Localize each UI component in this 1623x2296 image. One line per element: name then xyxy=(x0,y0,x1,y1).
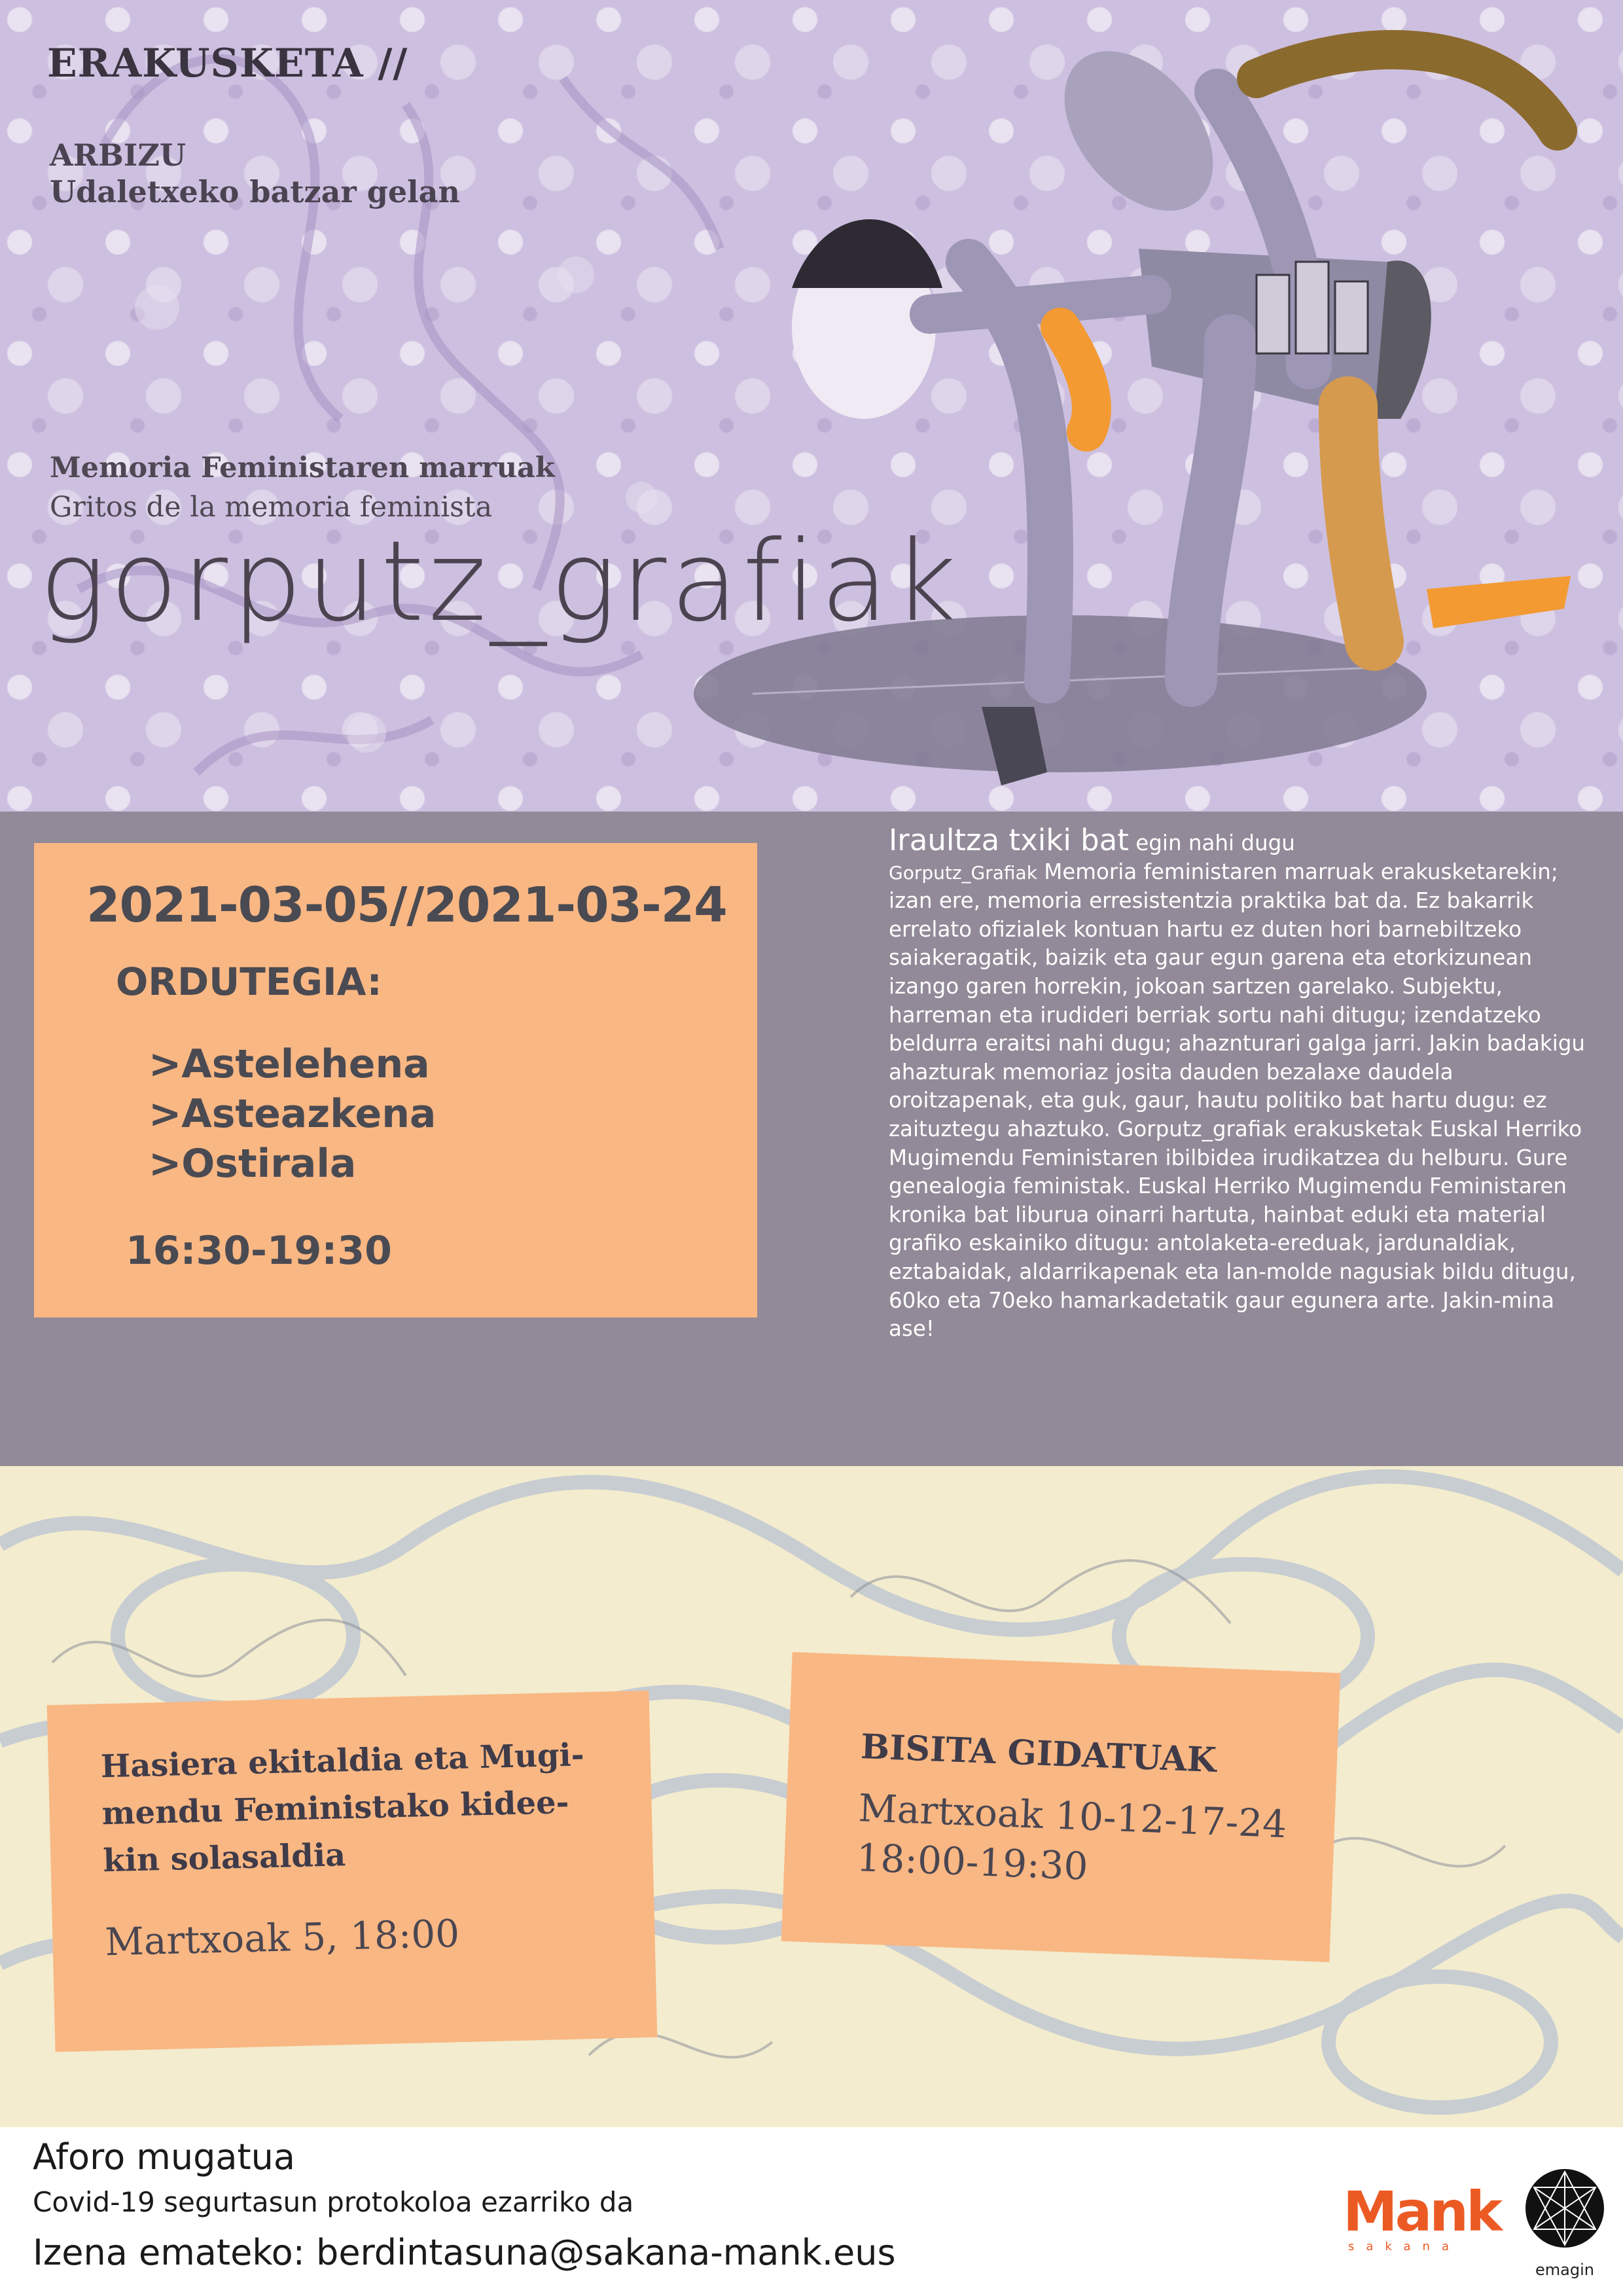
emagin-logo xyxy=(1522,2164,1607,2288)
description-lead-rest: egin nahi dugu xyxy=(1135,831,1295,855)
mank-logo xyxy=(1343,2179,1500,2253)
mank-logo-subtitle: sakana xyxy=(1348,2240,1461,2253)
opening-hours: 16:30-19:30 xyxy=(126,1228,392,1274)
day-item: >Astelehena xyxy=(149,1041,430,1087)
guided-visits-card xyxy=(781,1652,1340,1962)
venue-name: Udaletxeko batzar gelan xyxy=(50,174,460,209)
exhibition-dates: 2021-03-05//2021-03-24 xyxy=(86,877,727,933)
emagin-logo-word: emagin xyxy=(1535,2261,1594,2279)
exhibition-description xyxy=(889,823,1589,1344)
description-brand: Gorputz_Grafiak xyxy=(889,861,1037,884)
schedule-label: ORDUTEGIA: xyxy=(116,960,382,1004)
feminist-figure-illustration xyxy=(694,0,1623,812)
day-item: >Ostirala xyxy=(149,1141,357,1187)
opening-event-title: Hasiera ekitaldia eta Mugi-mendu Feministako kidee-kin solasaldia xyxy=(100,1736,585,1880)
description-body: Memoria feministaren marruak erakusketarekin; izan ere, memoria erresistentzia praktika bat da. Ez bakarrik errelato ofizialek kontuan hartu ez duten hori barnebiltzeko saiakeragatik, baizik eta gaur egun garena eta etorkizunean izango garen horrekin, jokoan sartzen garelako. Subjektu, harreman eta irudideri berriak sortu nahi ditugu; izendatzeko beldurra eraitsi nahi dugu; ahaznturari galga jarri. Jakin badakigu ahazturak memoriaz josita dauden bezalaxe daudela oroitzapenak, eta guk, gaur, hautu politiko bat hartu dugu: ez zaituztegu ahaztuko. Gorputz_grafiak erakusketak Euskal Herriko Mugimendu Feministaren ibilbidea irudikatzea du helburu. Gure genealogia feministak. Euskal Herriko Mugimendu Feministaren kronika bat liburua oinarri hartuta, hainbat eduki eta material grafiko eskainiko ditugu: antolaketa-ereduak, jardunaldiak, eztabaidak, aldarrikapenak eta lan-molde nagusiak bildu ditugu, 60ko eta 70eko hamarkadetatik gaur egunera arte. Jakin-mina ase! xyxy=(889,859,1585,1342)
guided-visits-title: BISITA GIDATUAK xyxy=(860,1727,1217,1781)
subtitle-spanish: Gritos de la memoria feminista xyxy=(50,491,493,524)
registration-label: Izena emateko: xyxy=(33,2232,305,2273)
opening-event-datetime: Martxoak 5, 18:00 xyxy=(104,1911,460,1965)
guided-visits-dates: Martxoak 10-12-17-24 xyxy=(857,1785,1288,1847)
registration-email-link[interactable]: berdintasuna@sakana-mank.eus xyxy=(316,2232,896,2273)
registration-line xyxy=(33,2232,896,2273)
subtitle-basque: Memoria Feministaren marruak xyxy=(50,452,555,484)
mank-logo-word: Mank xyxy=(1343,2179,1500,2244)
emagin-logo-icon xyxy=(1522,2164,1607,2255)
description-lead: Iraultza txiki bat xyxy=(889,823,1129,857)
schedule-box xyxy=(34,843,757,1318)
opening-event-card xyxy=(47,1691,658,2052)
guided-visits-hours: 18:00-19:30 xyxy=(855,1835,1089,1889)
hero-section xyxy=(0,0,1623,812)
footer xyxy=(0,2127,1623,2296)
exhibition-label: ERAKUSKETA // xyxy=(47,41,408,86)
town-name: ARBIZU xyxy=(50,137,187,173)
covid-notice: Covid-19 segurtasun protokoloa ezarriko da xyxy=(33,2186,634,2218)
day-item: >Asteazkena xyxy=(149,1091,437,1137)
exhibition-title: gorputz_grafiak xyxy=(39,517,961,647)
opening-days-list xyxy=(149,1039,436,1189)
capacity-notice: Aforo mugatua xyxy=(33,2136,295,2178)
